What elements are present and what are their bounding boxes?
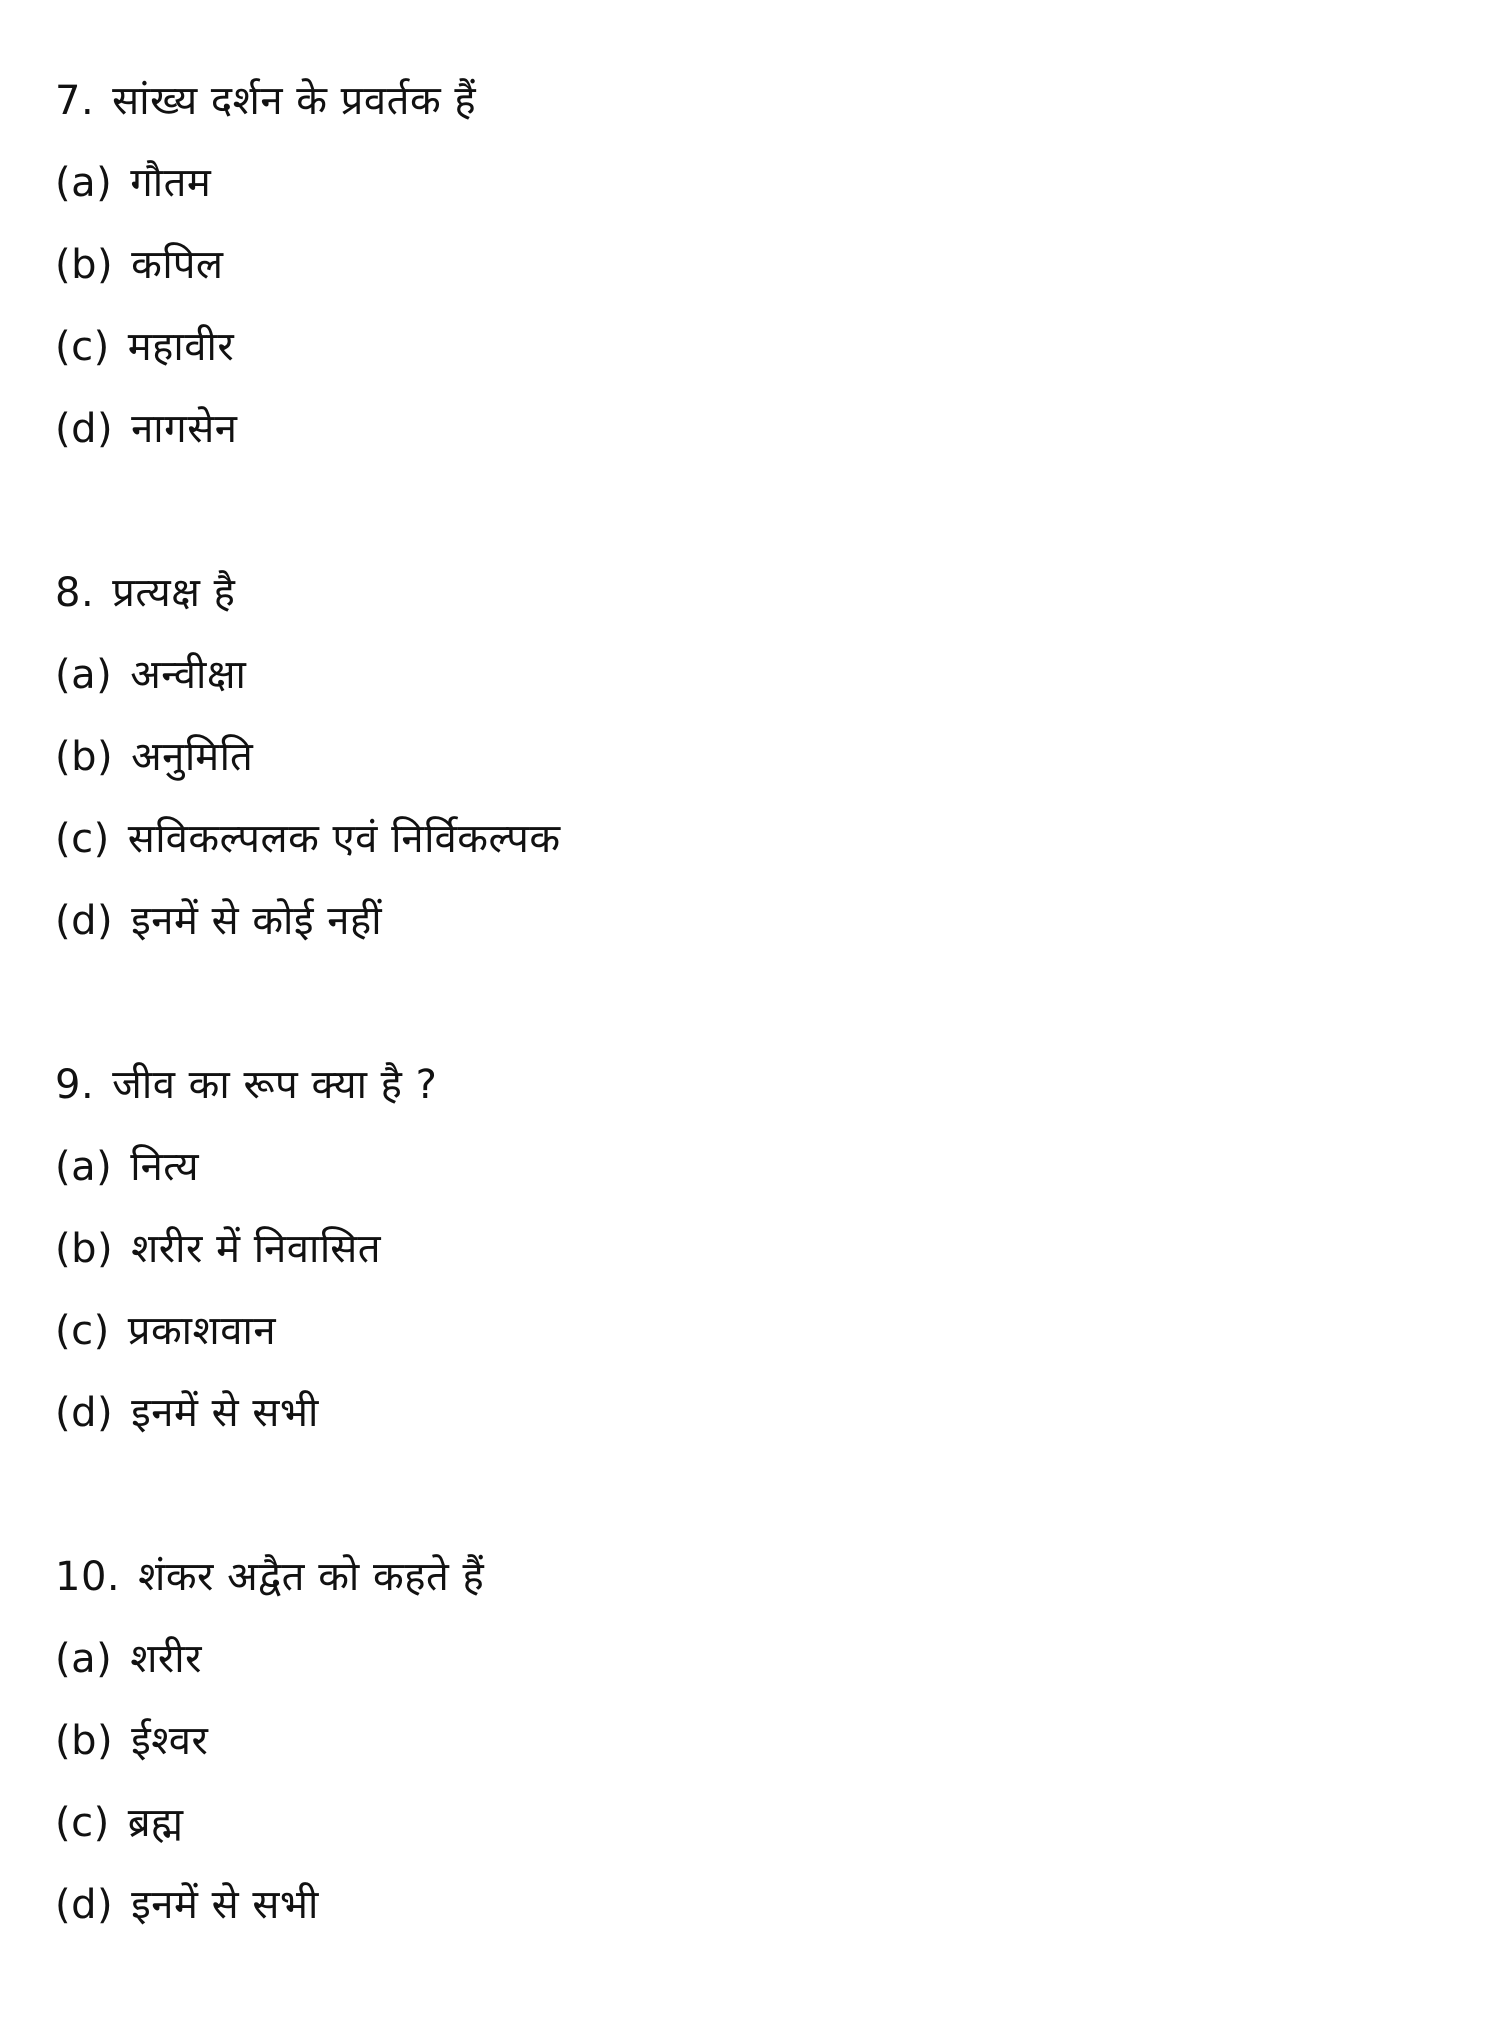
question-number: 10. [55, 1554, 121, 1600]
question-stem [55, 1536, 1455, 1618]
question-text: प्रत्यक्ष है [112, 570, 236, 616]
option-c [55, 1782, 1455, 1864]
option-label: (c) [55, 816, 110, 862]
option-text: अन्वीक्षा [130, 652, 247, 698]
option-b [55, 1700, 1455, 1782]
option-a [55, 634, 1455, 716]
question-number: 8. [55, 570, 95, 616]
option-label: (b) [55, 242, 114, 288]
option-d [55, 1864, 1455, 1946]
option-label: (a) [55, 1144, 113, 1190]
option-label: (c) [55, 1800, 110, 1846]
option-label: (c) [55, 1308, 110, 1354]
option-text: इनमें से सभी [131, 1882, 319, 1928]
option-text: ब्रह्म [127, 1800, 184, 1846]
option-a [55, 142, 1455, 224]
question-7 [55, 60, 1455, 470]
question-stem [55, 60, 1455, 142]
option-a [55, 1618, 1455, 1700]
question-8 [55, 552, 1455, 962]
option-label: (d) [55, 1882, 114, 1928]
option-c [55, 798, 1455, 880]
question-text: सांख्य दर्शन के प्रवर्तक हैं [112, 78, 477, 124]
option-b [55, 1208, 1455, 1290]
question-10 [55, 1536, 1455, 1946]
option-text: शरीर में निवासित [131, 1226, 382, 1272]
question-9 [55, 1044, 1455, 1454]
option-label: (d) [55, 1390, 114, 1436]
option-c [55, 1290, 1455, 1372]
option-text: प्रकाशवान [127, 1308, 277, 1354]
option-text: इनमें से सभी [131, 1390, 319, 1436]
option-d [55, 880, 1455, 962]
option-d [55, 388, 1455, 470]
question-number: 9. [55, 1062, 95, 1108]
option-label: (a) [55, 652, 113, 698]
option-label: (c) [55, 324, 110, 370]
option-c [55, 306, 1455, 388]
option-text: सविकल्पलक एवं निर्विकल्पक [127, 816, 561, 862]
option-text: शरीर [130, 1636, 203, 1682]
option-label: (d) [55, 406, 114, 452]
option-text: नागसेन [131, 406, 238, 452]
option-label: (b) [55, 1718, 114, 1764]
question-number: 7. [55, 78, 95, 124]
option-b [55, 716, 1455, 798]
option-label: (a) [55, 160, 113, 206]
option-a [55, 1126, 1455, 1208]
option-text: गौतम [130, 160, 212, 206]
option-text: इनमें से कोई नहीं [131, 898, 383, 944]
question-text: जीव का रूप क्या है ? [112, 1062, 438, 1108]
question-text: शंकर अद्वैत को कहते हैं [138, 1554, 485, 1600]
option-text: अनुमिति [131, 734, 254, 780]
question-stem [55, 1044, 1455, 1126]
option-text: ईश्वर [131, 1718, 209, 1764]
option-label: (b) [55, 734, 114, 780]
option-b [55, 224, 1455, 306]
option-text: कपिल [131, 242, 224, 288]
option-d [55, 1372, 1455, 1454]
option-label: (b) [55, 1226, 114, 1272]
option-text: महावीर [127, 324, 235, 370]
option-text: नित्य [130, 1144, 200, 1190]
option-label: (d) [55, 898, 114, 944]
question-stem [55, 552, 1455, 634]
option-label: (a) [55, 1636, 113, 1682]
